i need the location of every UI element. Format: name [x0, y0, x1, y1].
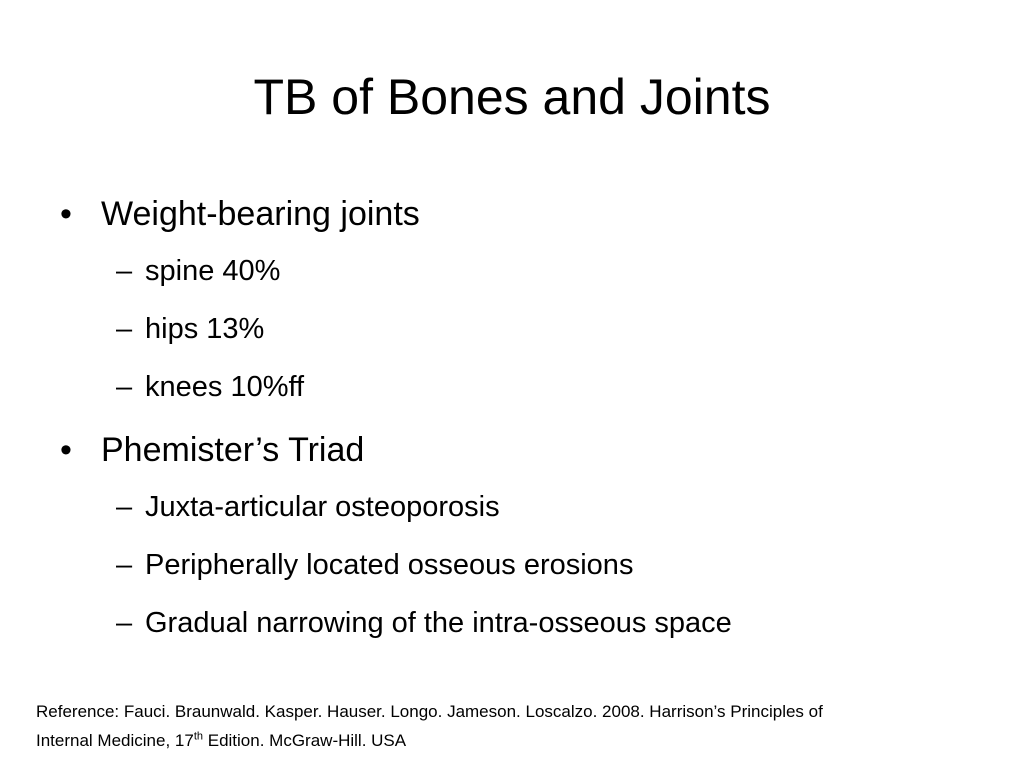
dash-icon: – — [116, 313, 133, 345]
subitem-text: Juxta-articular osteoporosis — [145, 491, 500, 523]
subitem-text: hips 13% — [145, 313, 265, 345]
subitem-text: spine 40% — [145, 255, 281, 287]
subitem-text: Gradual narrowing of the intra-osseous space — [145, 607, 732, 639]
dash-icon: – — [116, 607, 133, 639]
reference-ordinal-suffix: th — [193, 730, 204, 743]
slide-title: TB of Bones and Joints — [253, 69, 771, 125]
dash-icon: – — [116, 255, 133, 287]
dash-icon: – — [116, 491, 133, 523]
subitem-gradual-narrowing — [60, 594, 980, 652]
reference-line-2-prefix: Internal Medicine, 17 — [36, 731, 194, 750]
bullet-text: Phemister’s Triad — [101, 431, 365, 469]
subitem-juxta-articular-osteoporosis — [60, 478, 980, 536]
subitem-osseous-erosions — [60, 536, 980, 594]
subitem-text: knees 10%ff — [145, 371, 305, 403]
bullet-icon: • — [60, 431, 72, 469]
subitem-spine — [60, 242, 980, 300]
reference-line-2-suffix: Edition. McGraw-Hill. USA — [203, 731, 407, 750]
bullet-weight-bearing-joints — [60, 186, 980, 242]
bullet-icon: • — [60, 195, 72, 233]
subitem-hips — [60, 300, 980, 358]
dash-icon: – — [116, 549, 133, 581]
subitem-knees — [60, 358, 980, 416]
reference-line-2 — [36, 726, 996, 755]
dash-icon: – — [116, 371, 133, 403]
bullet-phemisters-triad — [60, 422, 980, 478]
subitem-text: Peripherally located osseous erosions — [145, 549, 634, 581]
reference-citation — [36, 697, 996, 755]
bullet-text: Weight-bearing joints — [101, 195, 420, 233]
slide-body — [60, 186, 980, 652]
reference-line-1: Reference: Fauci. Braunwald. Kasper. Hauser. Longo. Jameson. Loscalzo. 2008. Harrison’s Principles of — [36, 702, 823, 721]
